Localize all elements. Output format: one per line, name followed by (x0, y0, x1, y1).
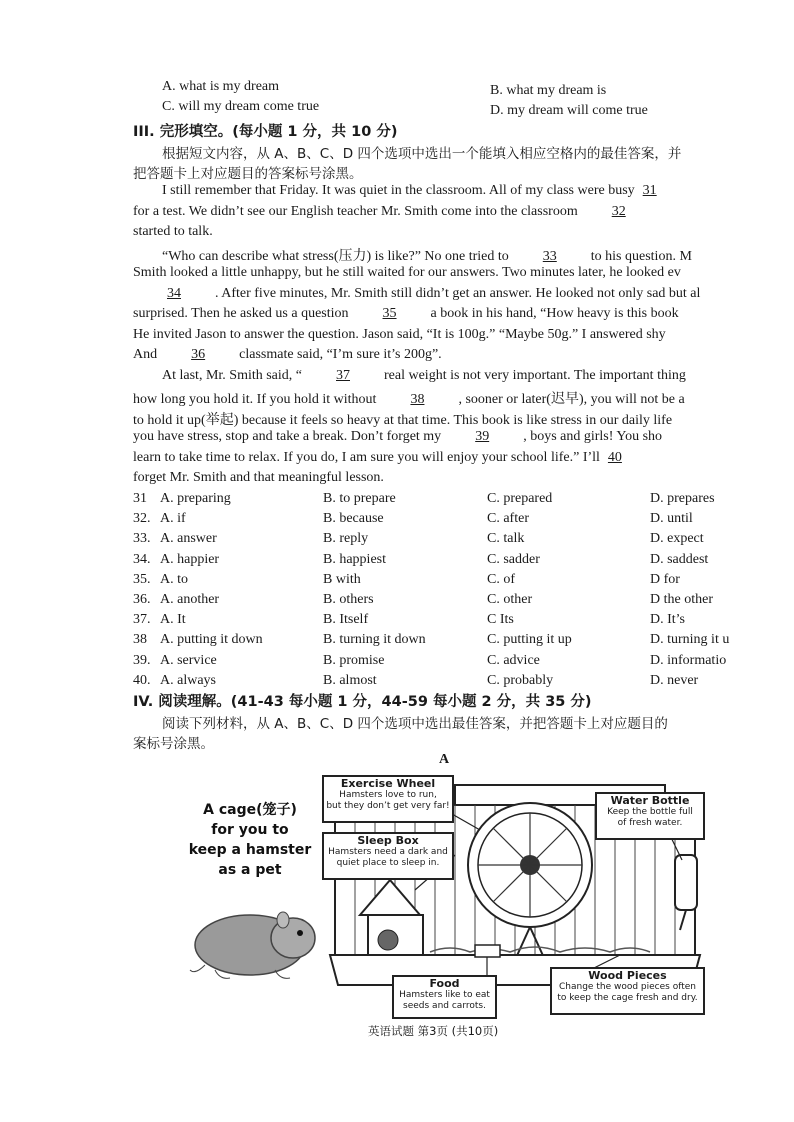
answer-choice-c[interactable]: C. sadder (487, 551, 540, 567)
passage-text: 40 (607, 450, 622, 465)
sleep-box-label (322, 832, 454, 880)
answer-choice-b[interactable]: B. reply (323, 531, 369, 547)
question-number: 34. (133, 551, 151, 567)
answer-choice-c[interactable]: C. putting it up (487, 632, 572, 648)
passage-text: , sooner or later(迟早), you will not be a (458, 392, 685, 407)
answer-choice-b[interactable]: B. promise (323, 652, 385, 668)
sleep-box-desc-1: Hamsters need a dark and (328, 847, 448, 857)
passage-text: “Who can describe what stress(压力) is like?” No one tried to (162, 249, 509, 264)
food-label (392, 975, 497, 1019)
passage-label: A (439, 752, 450, 767)
answer-choice-c[interactable]: C. other (487, 592, 533, 607)
passage-line (133, 224, 213, 240)
answer-choice-b[interactable]: B. Itself (323, 612, 369, 628)
wood-pieces-title: Wood Pieces (588, 969, 667, 982)
answer-choice-d[interactable]: D. expect (650, 531, 704, 547)
passage-text: you have stress, stop and take a break. Don’t forget my (133, 429, 442, 444)
hamster-poster-title (180, 800, 320, 880)
answer-choice-a[interactable]: A. if (160, 511, 186, 527)
poster-line-2: for you to (211, 822, 289, 838)
answer-choice-d[interactable]: D. never (650, 672, 699, 688)
cloze-blank: 34 (167, 286, 181, 301)
prev-option-a: A. what is my dream (162, 79, 280, 94)
answer-choice-d[interactable]: D. until (650, 511, 693, 527)
passage-line (133, 286, 700, 302)
passage-text: Smith looked a little unhappy, but he still waited for our answers. Two minutes later, he looked ev (133, 265, 681, 280)
passage-text: And (133, 347, 158, 362)
sleep-box-desc-2: quiet place to sleep in. (336, 858, 440, 868)
answer-choice-d[interactable]: D. It’s (650, 612, 685, 628)
passage-text: learn to take time to relax. If you do, I am sure you will enjoy your school life.” I’ll (133, 450, 600, 465)
water-bottle-label (595, 792, 705, 840)
question-number: 32. (133, 511, 151, 527)
cloze-blank: 32 (611, 204, 626, 219)
cloze-blank: 33 (542, 249, 557, 264)
passage-line (133, 327, 666, 343)
passage-line (162, 183, 657, 199)
cloze-blank: 38 (410, 392, 425, 407)
answer-choice-b[interactable]: B. others (323, 592, 374, 607)
wood-pieces-desc-1: Change the wood pieces often (559, 982, 696, 992)
passage-line (162, 368, 686, 384)
answer-choice-d[interactable]: D for (650, 571, 680, 587)
answer-choice-d[interactable]: D. prepares (650, 491, 715, 506)
answer-choice-a[interactable]: A. service (160, 652, 217, 668)
section-4-instruction-2: 案标号涂黑。 (133, 736, 214, 752)
passage-text: for a test. We didn’t see our English teacher Mr. Smith come into the classroom (133, 204, 578, 219)
exercise-wheel-desc-1: Hamsters love to run, (339, 790, 437, 800)
answer-choice-b[interactable]: B with (323, 571, 361, 587)
water-bottle-title: Water Bottle (610, 794, 690, 807)
question-number: 39. (133, 652, 151, 668)
answer-choice-a[interactable]: A. happier (160, 551, 220, 567)
question-number: 33. (133, 531, 151, 547)
section-3-instruction-1: 根据短文内容，从 A、B、C、D 四个选项中选出一个能填入相应空格内的最佳答案，并 (162, 146, 682, 162)
water-bottle-desc-1: Keep the bottle full (607, 807, 693, 817)
water-bottle-desc-2: of fresh water. (617, 818, 683, 828)
cloze-blank: 37 (336, 368, 350, 383)
food-desc-1: Hamsters like to eat (399, 990, 490, 1000)
answer-choice-b[interactable]: B. to prepare (323, 491, 396, 506)
passage-text: started to talk. (133, 224, 213, 239)
cloze-blank: 39 (475, 429, 490, 444)
passage-text: to hold it up(举起) because it feels so heavy at that time. This book is like stress in our daily life (133, 413, 673, 428)
passage-text: . After five minutes, Mr. Smith still didn’t get an answer. He looked not only sad but al (215, 286, 701, 301)
exercise-wheel-label (322, 775, 454, 823)
passage-text: real weight is not very important. The important thing (384, 368, 686, 383)
answer-choice-a[interactable]: A. It (160, 612, 186, 628)
question-number: 31 (133, 491, 147, 506)
question-number: 36. (133, 592, 151, 607)
answer-choice-d[interactable]: D. saddest (650, 551, 709, 567)
poster-line-1: A cage(笼子) (203, 802, 297, 818)
section-4-title: IV. 阅读理解。(41-43 每小题 1 分，44-59 每小题 2 分，共 35 分) (133, 694, 592, 710)
passage-text: 31 (642, 183, 657, 198)
answer-choice-b[interactable]: B. turning it down (323, 632, 426, 648)
answer-choice-c[interactable]: C. prepared (487, 491, 553, 506)
answer-choice-b[interactable]: B. almost (323, 672, 377, 688)
section-3-instruction-2: 把答题卡上对应题目的答案标号涂黑。 (133, 166, 363, 182)
answer-choice-a[interactable]: A. putting it down (160, 632, 263, 648)
passage-text: to his question. M (590, 249, 692, 264)
answer-choice-a[interactable]: A. preparing (160, 491, 231, 506)
answer-choice-c[interactable]: C. after (487, 511, 529, 527)
passage-text: At last, Mr. Smith said, “ (162, 368, 302, 383)
answer-choice-a[interactable]: A. answer (160, 531, 217, 547)
prev-option-c: C. will my dream come true (162, 99, 320, 114)
answer-choice-c[interactable]: C. probably (487, 672, 554, 688)
section-4-instruction-1: 阅读下列材料，从 A、B、C、D 四个选项中选出最佳答案，并把答题卡上对应题目的 (162, 716, 668, 732)
section-3-title: III. 完形填空。(每小题 1 分，共 10 分) (133, 124, 398, 140)
hamster-illustration (185, 890, 320, 985)
answer-choice-d[interactable]: D the other (650, 592, 713, 607)
food-desc-2: seeds and carrots. (403, 1001, 486, 1011)
poster-line-4: as a pet (218, 862, 282, 878)
passage-text: He invited Jason to answer the question. Jason said, “It is 100g.” “Maybe 50g.” I answered shy (133, 327, 666, 342)
passage-text: classmate said, “I’m sure it’s 200g”. (239, 347, 442, 362)
question-number: 38 (133, 632, 147, 648)
sleep-box-title: Sleep Box (357, 834, 419, 847)
question-number: 40. (133, 672, 151, 688)
answer-choice-c[interactable]: C Its (487, 612, 514, 628)
passage-line (133, 450, 622, 466)
exercise-wheel-desc-2: but they don’t get very far! (326, 801, 450, 811)
question-number: 35. (133, 571, 151, 587)
passage-text: how long you hold it. If you hold it without (133, 392, 377, 407)
question-number: 37. (133, 612, 151, 628)
passage-line (133, 204, 660, 220)
prev-option-b: B. what my dream is (490, 83, 607, 98)
passage-line (133, 306, 679, 322)
passage-line (133, 388, 685, 408)
answer-choice-c[interactable]: C. talk (487, 531, 525, 547)
cloze-blank: 36 (191, 347, 206, 362)
passage-text: surprised. Then he asked us a question (133, 306, 349, 321)
passage-line (133, 429, 662, 445)
prev-option-d: D. my dream will come true (490, 103, 648, 118)
answer-choice-c[interactable]: C. of (487, 571, 515, 587)
answer-choice-a[interactable]: A. another (160, 592, 220, 607)
answer-choice-b[interactable]: B. happiest (323, 551, 386, 567)
page-footer: 英语试题 第3页 (共10页) (368, 1024, 499, 1038)
answer-choice-d[interactable]: D. informatio (650, 652, 727, 668)
answer-choice-a[interactable]: A. always (160, 672, 216, 688)
answer-choice-a[interactable]: A. to (160, 571, 188, 587)
food-title: Food (429, 977, 460, 990)
passage-text: , boys and girls! You sho (523, 429, 663, 444)
passage-line (133, 470, 384, 486)
passage-text: I still remember that Friday. It was quiet in the classroom. All of my class were busy (162, 183, 635, 198)
passage-line (133, 347, 442, 363)
passage-line (162, 245, 692, 265)
wood-pieces-desc-2: to keep the cage fresh and dry. (557, 993, 698, 1003)
passage-text: a book in his hand, “How heavy is this book (430, 306, 679, 321)
cloze-blank: 35 (382, 306, 397, 321)
passage-text: forget Mr. Smith and that meaningful lesson. (133, 470, 384, 485)
poster-line-3: keep a hamster (188, 842, 312, 858)
wood-pieces-label (550, 967, 705, 1015)
passage-line (133, 265, 681, 281)
answer-choice-b[interactable]: B. because (323, 511, 384, 527)
answer-choice-d[interactable]: D. turning it u (650, 632, 730, 648)
exercise-wheel-title: Exercise Wheel (340, 777, 436, 790)
answer-choice-c[interactable]: C. advice (487, 652, 540, 668)
passage-line (133, 409, 672, 429)
